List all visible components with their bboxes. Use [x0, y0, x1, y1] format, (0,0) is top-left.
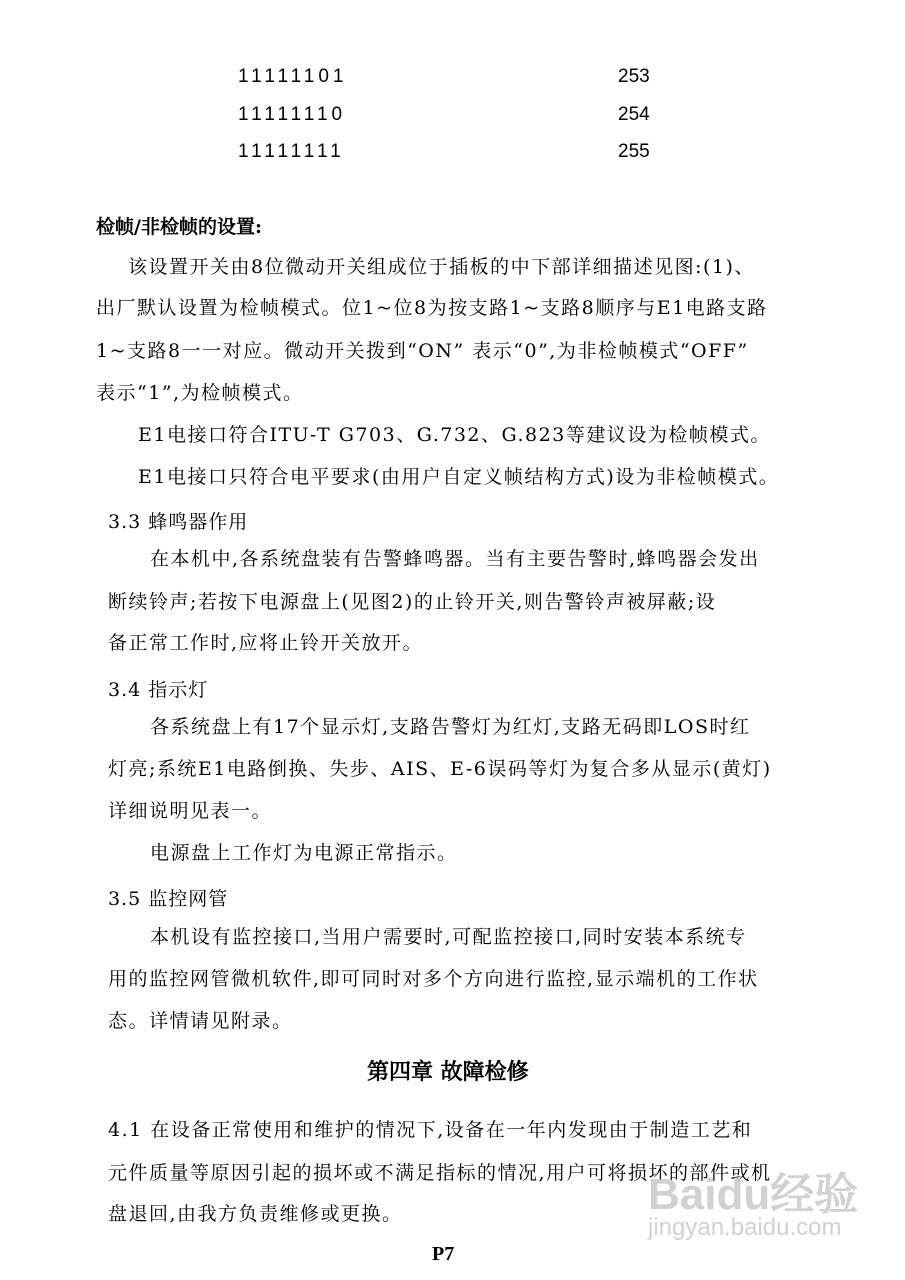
chapter-4-line-3: 盘退回,由我方负责维修或更换。	[108, 1203, 403, 1225]
section-3-5-title: 3.5 监控网管	[108, 888, 229, 910]
section-3-5-line-2: 用的监控网管微机软件,即可同时对多个方向进行监控,显示端机的工作状	[108, 968, 759, 990]
table-row-1-value: 253	[618, 66, 650, 87]
frame-setting-line-2: 出厂默认设置为检帧模式。位1~位8为按支路1~支路8顺序与E1电路支路	[96, 297, 768, 319]
section-3-5-line-3: 态。详情请见附录。	[108, 1010, 293, 1032]
frame-setting-line-1: 该设置开关由8位微动开关组成位于插板的中下部详细描述见图:(1)、	[128, 256, 755, 278]
chapter-4-line-2: 元件质量等原因引起的损坏或不满足指标的情况,用户可将损坏的部件或机	[108, 1162, 772, 1184]
table-row-2-bits: 11111110	[238, 104, 347, 125]
watermark-url: jingyan.baidu.com	[648, 1214, 842, 1241]
section-3-3-line-3: 备正常工作时,应将止铃开关放开。	[108, 632, 424, 654]
table-row-2-value: 254	[618, 104, 650, 125]
section-3-4-line-2: 灯亮;系统E1电路倒换、失步、AIS、E-6误码等灯为复合多从显示(黄灯)	[108, 758, 772, 780]
section-3-4-line-4: 电源盘上工作灯为电源正常指示。	[150, 842, 458, 864]
baidu-watermark: Baidu经验	[648, 1170, 859, 1219]
section-3-4-title: 3.4 指示灯	[108, 679, 209, 701]
frame-setting-line-4: 表示“1”,为检帧模式。	[96, 382, 304, 404]
section-3-5-line-1: 本机设有监控接口,当用户需要时,可配监控接口,同时安装本系统专	[150, 926, 747, 948]
section-3-3-title: 3.3 蜂鸣器作用	[108, 511, 249, 533]
section-3-3-line-1: 在本机中,各系统盘装有告警蜂鸣器。当有主要告警时,蜂鸣器会发出	[150, 548, 760, 570]
frame-setting-line-6: E1电接口只符合电平要求(由用户自定义帧结构方式)设为非检帧模式。	[138, 466, 780, 488]
chapter-4-title: 第四章 故障检修	[367, 1059, 529, 1085]
page-number: P7	[432, 1243, 455, 1265]
chapter-4-line-1: 4.1 在设备正常使用和维护的情况下,设备在一年内发现由于制造工艺和	[108, 1119, 753, 1141]
section-3-4-line-1: 各系统盘上有17个显示灯,支路告警灯为红灯,支路无码即LOS时红	[150, 716, 751, 738]
frame-setting-line-3: 1~支路8一一对应。微动开关拨到“ON” 表示“0”,为非检帧模式“OFF”	[96, 340, 749, 362]
table-row-1-bits: 11111101	[238, 66, 348, 87]
section-3-3-line-2: 断续铃声;若按下电源盘上(见图2)的止铃开关,则告警铃声被屏蔽;设	[108, 591, 717, 613]
section-3-4-line-3: 详细说明见表一。	[108, 800, 273, 822]
table-row-3-bits: 11111111	[238, 141, 345, 162]
frame-setting-line-5: E1电接口符合ITU-T G703、G.732、G.823等建议设为检帧模式。	[138, 424, 771, 446]
frame-setting-heading: 检帧/非检帧的设置:	[96, 216, 262, 238]
table-row-3-value: 255	[618, 141, 650, 162]
